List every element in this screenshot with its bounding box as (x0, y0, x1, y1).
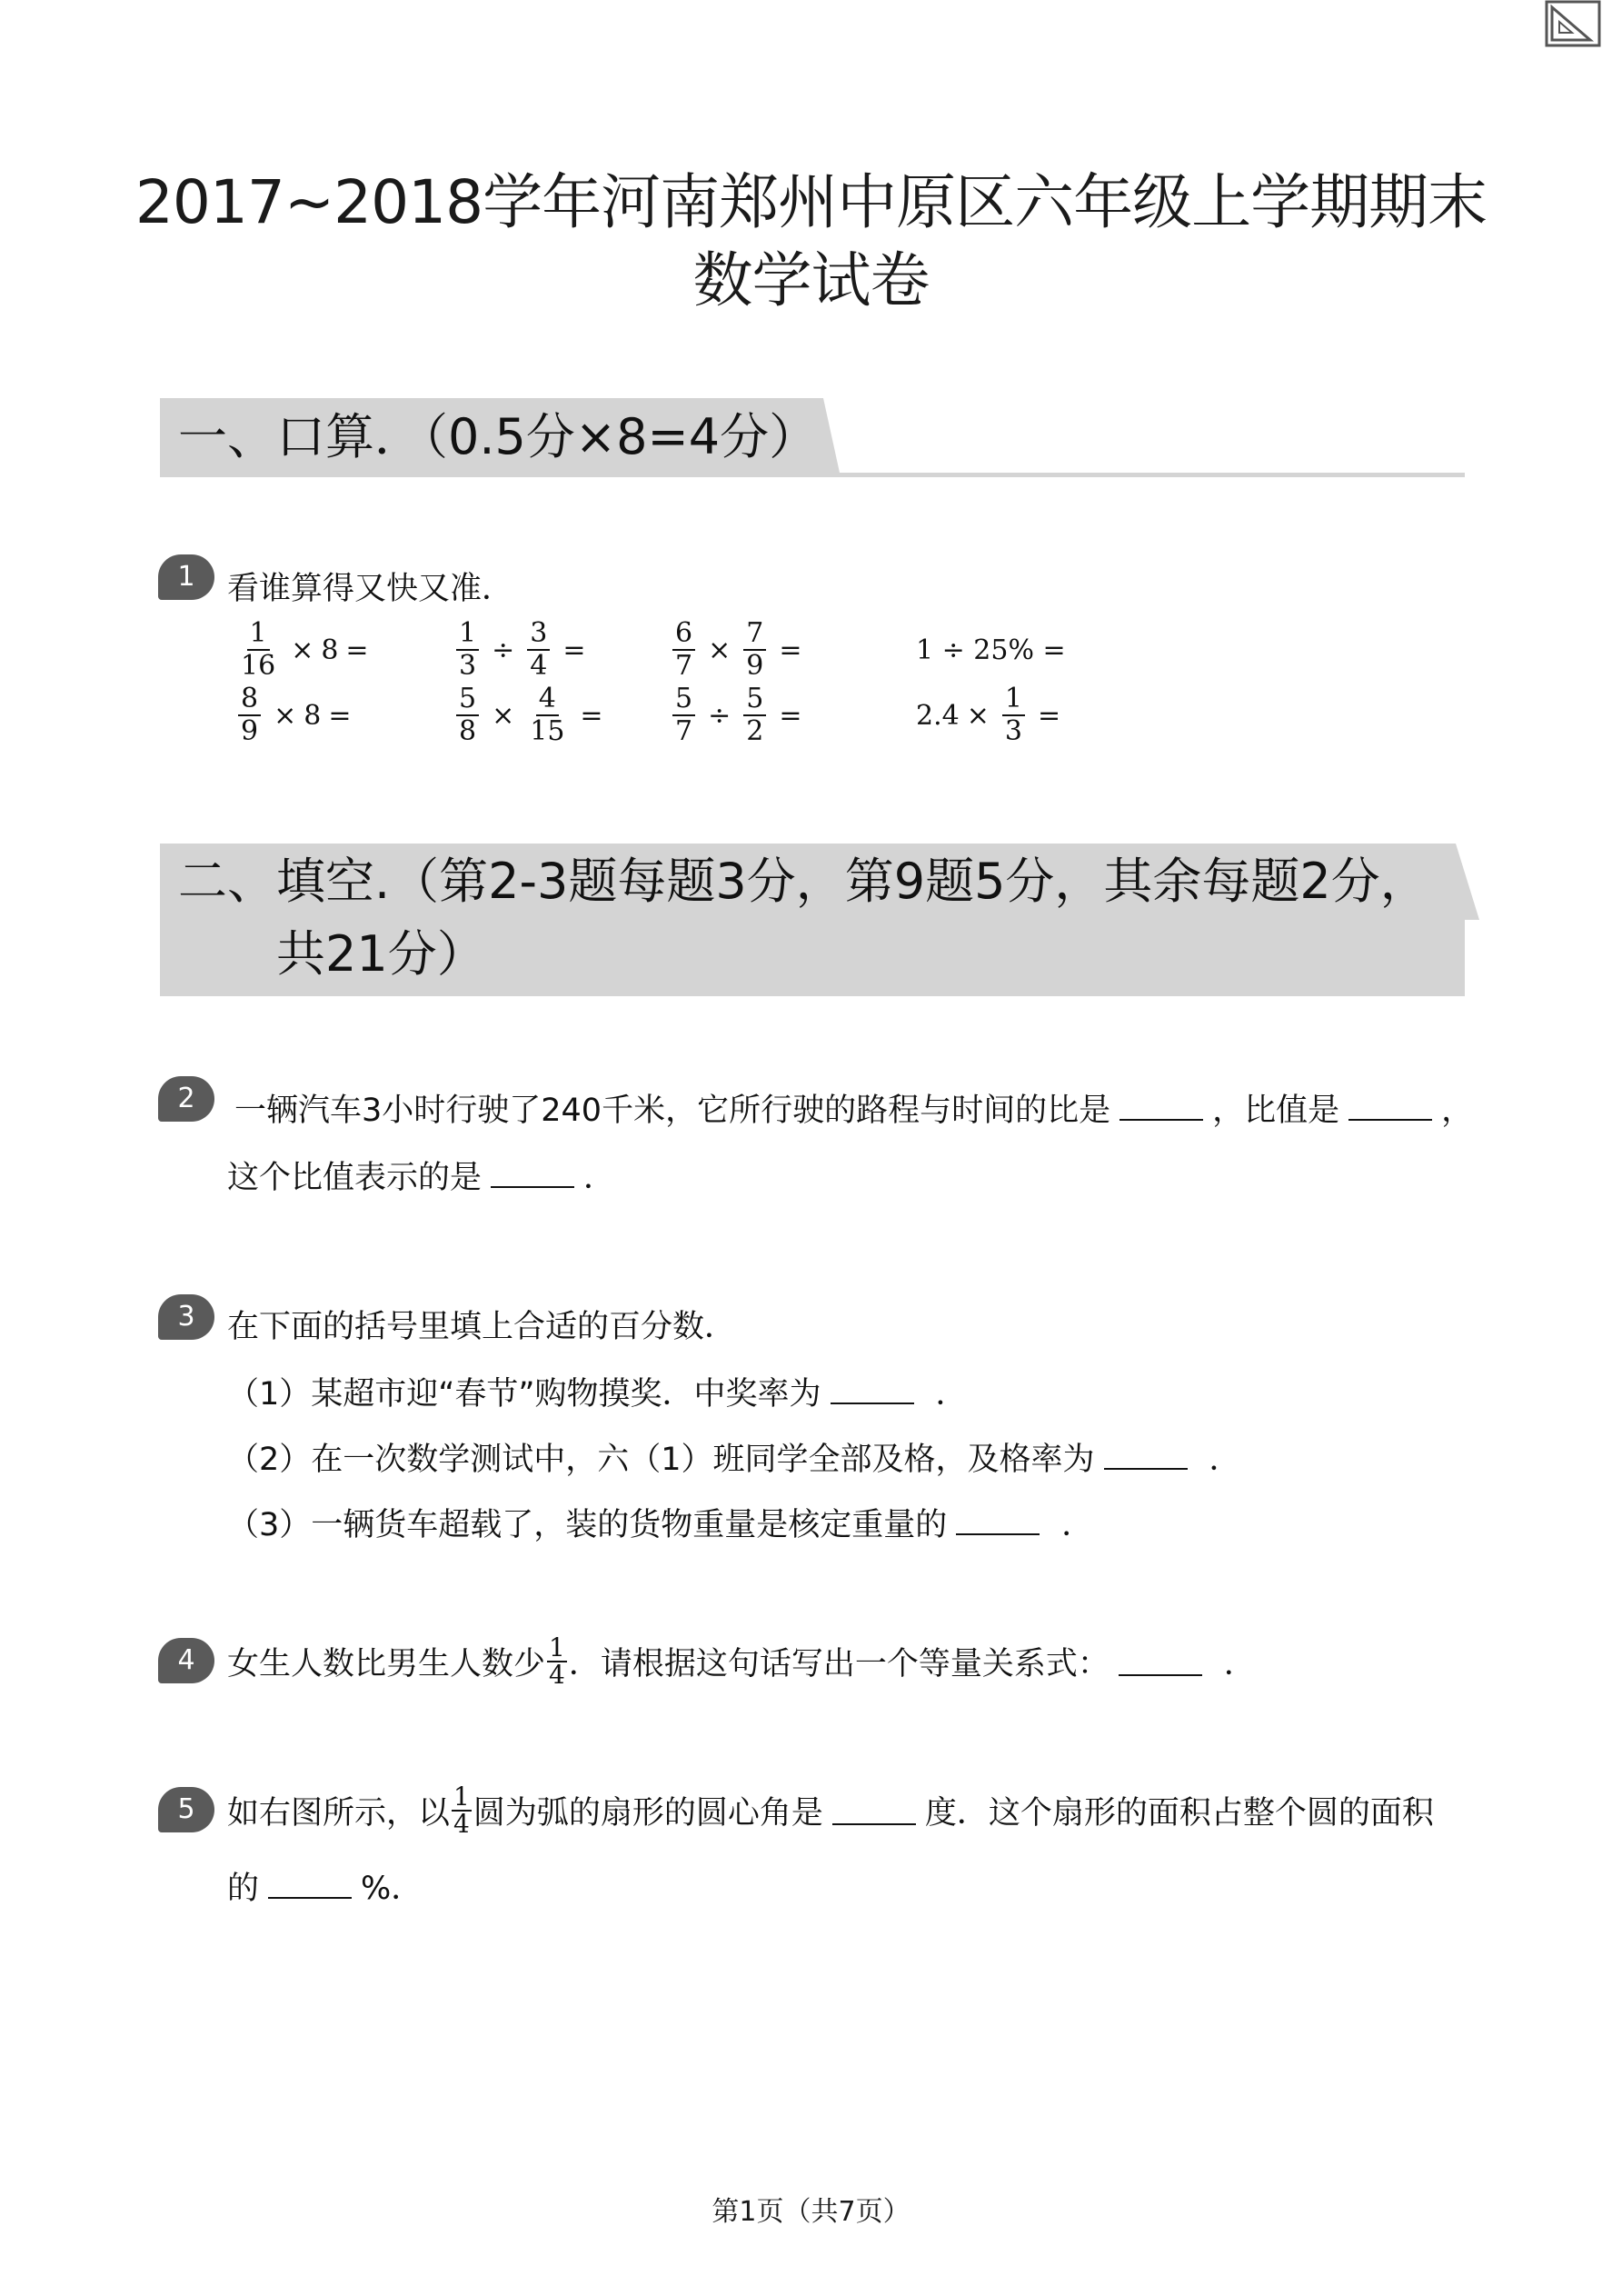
question-number-4: 4 (158, 1638, 214, 1683)
question-5-line-1: 如右图所示，以 1 4 圆为弧的扇形的圆心角是 度．这个扇形的面积占整个圆的面积 (227, 1782, 1434, 1839)
calc-item-7: $\frac{5}{7}$ ÷ $\frac{5}{2}$ = (667, 684, 809, 747)
title-line-2: 数学试卷 (692, 245, 930, 315)
calc-item-6: $\frac{5}{8}$ × $\frac{4}{15}$ = (451, 684, 611, 747)
question-2-line-1: 一辆汽车3小时行驶了240千米，它所行驶的路程与时间的比是 ，比值是 ， (234, 1093, 1474, 1129)
question-3-text: 在下面的括号里填上合适的百分数． (227, 1309, 737, 1345)
page-title (0, 164, 1622, 320)
question-3-sub-2: （2）在一次数学测试中，六（1）班同学全部及格，及格率为 ． (227, 1442, 1241, 1478)
section-2-heading-line-1: 二、填空.（第2-3题每题3分，第9题5分，其余每题2分， (178, 853, 1429, 910)
set-square-icon (1545, 0, 1601, 47)
section-2-heading (178, 845, 1429, 991)
calc-item-8: 2.4 × $\frac{1}{3}$ = (916, 683, 1061, 747)
question-3-sub-1: （1）某超市迎“春节”购物摸奖．中奖率为 ． (227, 1376, 968, 1413)
answer-blank[interactable] (832, 1796, 916, 1825)
calc-item-1: $\frac{1}{16}$ × 8 = (241, 617, 369, 682)
question-number-2: 2 (158, 1076, 214, 1122)
question-2-line-2: 这个比值表示的是 ． (227, 1160, 616, 1196)
question-number-1: 1 (158, 554, 214, 600)
answer-blank[interactable] (956, 1506, 1040, 1535)
answer-blank[interactable] (831, 1375, 914, 1404)
calc-item-4: 1 ÷ 25% = (916, 634, 1066, 666)
section-2-heading-line-2: 共21分） (276, 925, 486, 983)
answer-blank[interactable] (1119, 1647, 1202, 1676)
answer-blank[interactable] (1348, 1092, 1432, 1121)
question-3-sub-3: （3）一辆货车超载了，装的货物重量是核定重量的 ． (227, 1507, 1094, 1543)
fraction-one-quarter: 1 4 (453, 1782, 470, 1839)
question-number-5: 5 (158, 1787, 214, 1832)
question-4-text: 女生人数比男生人数少 1 4 ．请根据这句话写出一个等量关系式： ． (227, 1632, 1256, 1690)
calc-item-3: $\frac{6}{7}$ × $\frac{7}{9}$ = (667, 618, 809, 682)
calc-item-5: $\frac{8}{9}$ × 8 = (233, 684, 358, 747)
answer-blank[interactable] (1119, 1092, 1203, 1121)
question-number-3: 3 (158, 1294, 214, 1340)
answer-blank[interactable] (1104, 1441, 1188, 1470)
title-line-1: 2017~2018学年河南郑州中原区六年级上学期期末 (134, 167, 1488, 237)
question-1-text: 看谁算得又快又准． (227, 571, 514, 607)
question-5-line-2: 的 %． (227, 1871, 423, 1907)
answer-blank[interactable] (268, 1870, 352, 1899)
page-footer: 第1页（共7页） (711, 2196, 911, 2228)
answer-blank[interactable] (491, 1159, 574, 1188)
calc-item-2: $\frac{1}{3}$ ÷ $\frac{3}{4}$ = (451, 618, 592, 682)
fraction-one-quarter: 1 4 (549, 1632, 565, 1690)
section-1-heading: 一、口算．（0.5分×8=4分） (178, 408, 819, 465)
